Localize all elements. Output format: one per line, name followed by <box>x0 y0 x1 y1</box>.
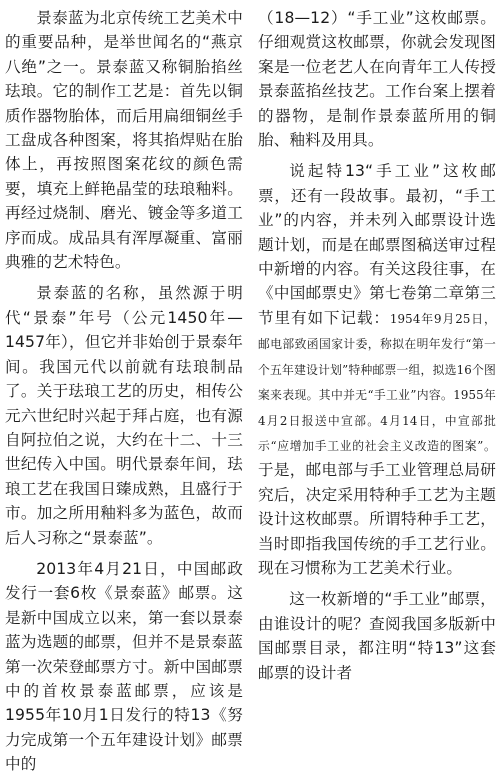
stamp-story-intro: 说起特13“手工业”这枚邮票，还有一段故事。最初，“手工业”的内容，并未列入邮票设计选题计划，而是在邮票图稿送审过程中新增的内容。有关这段往事，在《中国邮票史》第七卷第二章第三节里有如下记载： <box>258 162 496 327</box>
paragraph-stamp-issue: 2013年4月21日，中国邮政发行一套6枚《景泰蓝》邮票。这是新中国成立以来，第一套以景泰蓝为选题的邮票，但并不是景泰蓝第一次荣登邮票方寸。新中国邮票中的首枚景泰蓝邮票，应该是1955年10月1日发行的特13《努力完成第一个五年建设计划》邮票中的 <box>5 559 243 774</box>
paragraph-stamp-description: （18—12）“手工业”这枚邮票。仔细观赏这枚邮票，你就会发现图案是一位老艺人在向青年工人传授景泰蓝掐丝技艺。工作台案上摆着的器物，是制作景泰蓝所用的铜胎、釉料及用具。 <box>258 9 496 150</box>
stamp-story-conclusion: 于是，邮电部与手工业管理总局研究后，决定采用特种手工艺为主题设计这枚邮票。所谓特种手工艺，当时即指我国传统的手工艺行业。现在习惯称为工艺美术行业。 <box>258 461 496 577</box>
paragraph-stamp-story <box>258 159 496 580</box>
paragraph-stamp-designer: 这一枚新增的“手工业”邮票，由谁设计的呢？查阅我国多版新中国邮票目录，都注明“特13”这套邮票的设计者 <box>258 590 496 682</box>
right-column <box>258 6 496 685</box>
paragraph-cloisonne-history: 景泰蓝的名称，虽然源于明代“景泰”年号（公元1450年—1457年），但它并非始创于景泰年间。我国元代以前就有珐琅制品了。关于珐琅工艺的历史，相传公元六世纪时兴起于拜占庭，也有源自阿拉伯之说，大约在十二、十三世纪传入中国。明代景泰年间，珐琅工艺在我国日臻成熟，且盛行于市。加之所用釉料多为蓝色，故而后人习称之“景泰蓝”。 <box>5 284 243 547</box>
history-quotation: 1954年9月25日，邮电部致函国家计委，称拟在明年发行“第一个五年建设计划”特种邮票一组，拟选16个图案来表现。其中并无“手工业”内容。1955年4月2日报送中宣部。4月14日，中宣部批示“应增加手工业的社会主义改造的图案”。 <box>258 311 496 453</box>
paragraph-cloisonne-intro: 景泰蓝为北京传统工艺美术中的重要品种，是举世闻名的“燕京八绝”之一。景泰蓝又称铜胎掐丝珐琅。它的制作工艺是：首先以铜质作器物胎体，而后用扁细铜丝手工盘成各种图案，将其掐焊贴在胎体上，再按照图案花纹的颜色需要，填充上鲜艳晶莹的珐琅釉料。再经过烧制、磨光、镀金等多道工序而成。成品具有浑厚凝重、富丽典雅的艺术特色。 <box>5 9 243 272</box>
left-column <box>5 6 243 777</box>
